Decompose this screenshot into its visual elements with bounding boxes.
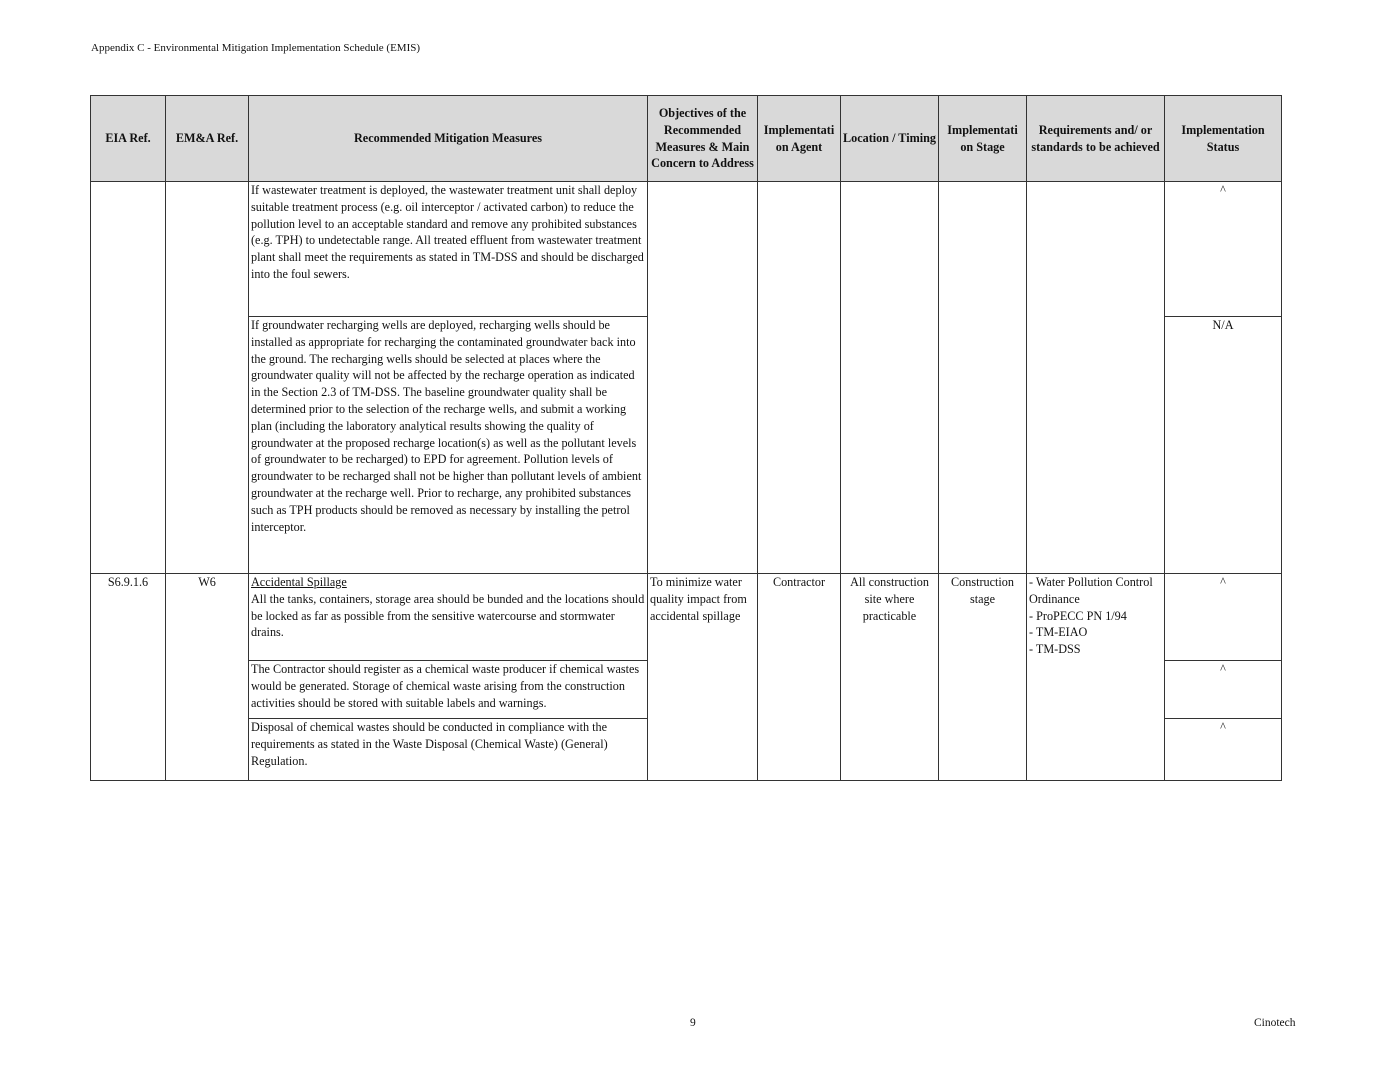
agent-cell: Contractor [758, 574, 841, 781]
status-cell: ^ [1165, 182, 1282, 317]
objective-cell: To minimize water quality impact from accidental spillage [648, 574, 758, 781]
header-agent: Implementati on Agent [758, 96, 841, 182]
requirements-cell [1027, 182, 1165, 574]
stage-cell: Construction stage [939, 574, 1027, 781]
header-requirements: Requirements and/ or standards to be achieved [1027, 96, 1165, 182]
header-stage: Implementati on Stage [939, 96, 1027, 182]
status-cell: N/A [1165, 317, 1282, 574]
header-eia-ref: EIA Ref. [91, 96, 166, 182]
header-measures: Recommended Mitigation Measures [249, 96, 648, 182]
table-row [91, 182, 1282, 317]
document-title: Appendix C - Environmental Mitigation Implementation Schedule (EMIS) [91, 42, 421, 54]
measure-cell: If groundwater recharging wells are deployed, recharging wells should be installed as appropriate for recharging the contaminated groundwater back into the ground. The recharging wells should be selected at places where the groundwater quality will not be affected by the recharge operation as indicated in the Section 2.3 of TM-DSS. The baseline groundwater quality shall be determined prior to the selection of the recharge wells, and submit a working plan (including the laboratory analytical results showing the quality of groundwater at the proposed recharge location(s) as well as the pollutant levels of groundwater to be recharged) to EPD for agreement. Pollution levels of groundwater to be recharged shall not be higher than pollutant levels of ambient groundwater at the recharge well. Prior to recharge, any prohibited substances such as TPH products should be removed as necessary by installing the petrol interceptor. [249, 317, 648, 574]
measure-text: All the tanks, containers, storage area should be bunded and the locations should be locked as far as possible from the sensitive watercourse and stormwater drains. [251, 591, 645, 640]
status-cell: ^ [1165, 574, 1282, 661]
measure-cell: Disposal of chemical wastes should be conducted in compliance with the requirements as stated in the Waste Disposal (Chemical Waste) (General) Regulation. [249, 719, 648, 781]
header-status: Implementation Status [1165, 96, 1282, 182]
ema-ref-cell: W6 [166, 574, 249, 781]
requirement-item: - TM-DSS [1029, 642, 1081, 657]
requirement-item: - Water Pollution Control Ordinance [1029, 575, 1153, 606]
header-objectives: Objectives of the Recommended Measures & Main Concern to Address [648, 96, 758, 182]
header-ema-ref: EM&A Ref. [166, 96, 249, 182]
measure-cell: If wastewater treatment is deployed, the wastewater treatment unit shall deploy suitable treatment process (e.g. oil interceptor / activated carbon) to reduce the pollution level to an acceptable standard and remove any prohibited substances (e.g. TPH) to undetectable range. All treated effluent from wastewater treatment plant shall meet the requirements as stated in TM-DSS and should be discharged into the foul sewers. [249, 182, 648, 317]
location-cell [841, 182, 939, 574]
measure-heading: Accidental Spillage [251, 575, 347, 589]
requirements-cell [1027, 574, 1165, 781]
objective-cell [648, 182, 758, 574]
location-cell: All construction site where practicable [841, 574, 939, 781]
company-name: Cinotech [1254, 1017, 1296, 1029]
header-row [91, 96, 1282, 182]
page-number: 9 [690, 1017, 696, 1029]
ema-ref-cell [166, 182, 249, 574]
eia-ref-cell: S6.9.1.6 [91, 574, 166, 781]
table-row [91, 574, 1282, 661]
measure-cell [249, 574, 648, 661]
eia-ref-cell [91, 182, 166, 574]
measure-cell: The Contractor should register as a chemical waste producer if chemical wastes would be generated. Storage of chemical waste arising from the construction activities should be stored with suitable labels and warnings. [249, 661, 648, 719]
header-location: Location / Timing [841, 96, 939, 182]
requirement-item: - TM-EIAO [1029, 625, 1088, 640]
requirement-item: - ProPECC PN 1/94 [1029, 608, 1127, 623]
stage-cell [939, 182, 1027, 574]
emis-table [90, 95, 1282, 781]
status-cell: ^ [1165, 719, 1282, 781]
agent-cell [758, 182, 841, 574]
status-cell: ^ [1165, 661, 1282, 719]
